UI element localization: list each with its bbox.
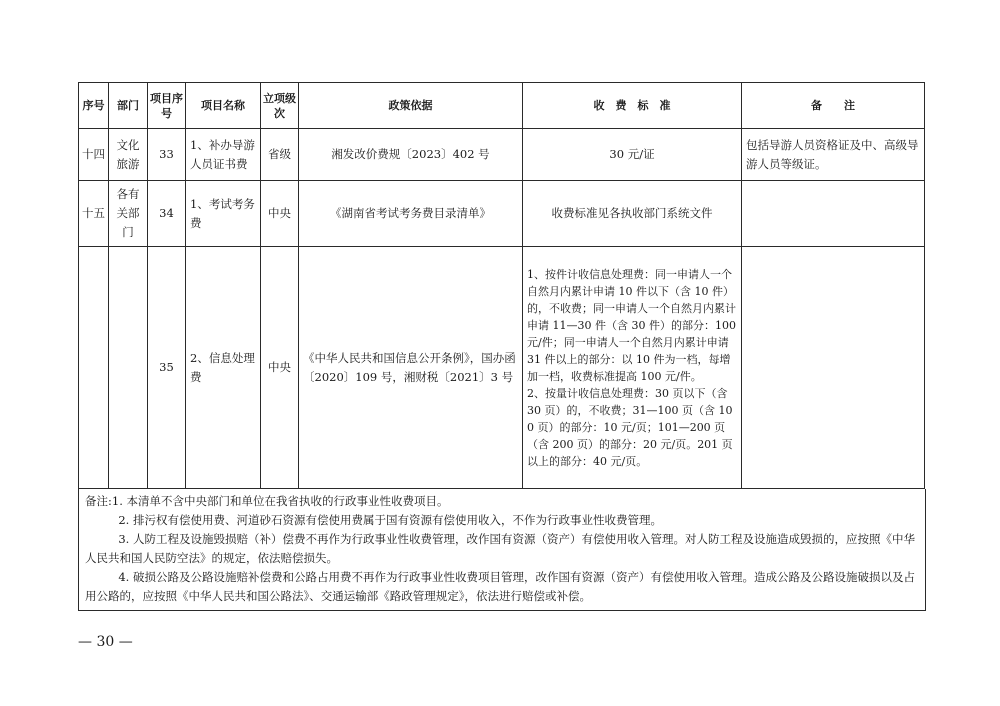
cell-level: 省级 — [261, 129, 299, 181]
cell-level: 中央 — [261, 181, 299, 247]
page-number: — 30 — — [78, 634, 133, 650]
note-3: 3. 人防工程及设施毁损赔（补）偿费不再作为行政事业性收费管理，改作国有资源（资产）有偿使用收入管理。对人防工程及设施造成毁损的，应按照《中华人民共和国人民防空法》的规定，依法赔偿损失。 — [85, 532, 915, 565]
fee-table — [78, 82, 925, 489]
cell-remark: 包括导游人员资格证及中、高级导游人员等级证。 — [742, 129, 925, 181]
cell-policy: 湘发改价费规〔2023〕402 号 — [299, 129, 523, 181]
cell-item-name: 1、补办导游人员证书费 — [186, 129, 261, 181]
header-dept: 部门 — [109, 83, 148, 129]
cell-level: 中央 — [261, 247, 299, 489]
cell-item-seq: 35 — [148, 247, 186, 489]
cell-standard: 30 元/证 — [523, 129, 742, 181]
note-4: 4. 破损公路及公路设施赔补偿费和公路占用费不再作为行政事业性收费项目管理，改作国有资源（资产）有偿使用收入管理。造成公路及公路设施破损以及占用公路的，应按照《中华人民共和国公路法》、交通运输部《路政管理规定》，依法进行赔偿或补偿。 — [85, 570, 915, 603]
cell-item-name: 2、信息处理费 — [186, 247, 261, 489]
header-item-seq: 项目序号 — [148, 83, 186, 129]
header-policy: 政策依据 — [299, 83, 523, 129]
standard-part-2: 2、按量计收信息处理费：30 页以下（含 30 页）的，不收费；31—100 页（含 100 页）的部分：10 元/页；101—200 页（含 200 页）的部分：20 元/页。201 页以上的部分：40 元/页。 — [527, 386, 733, 468]
note-1: 备注:1. 本清单不含中央部门和单位在我省执收的行政事业性收费项目。 — [85, 494, 449, 508]
cell-dept: 文化旅游 — [109, 129, 148, 181]
header-standard: 收 费 标 准 — [523, 83, 742, 129]
cell-dept — [109, 247, 148, 489]
table-row — [79, 129, 925, 181]
header-item-name: 项目名称 — [186, 83, 261, 129]
cell-policy: 《中华人民共和国信息公开条例》，国办函〔2020〕109 号，湘财税〔2021〕3 号 — [299, 247, 523, 489]
cell-item-name: 1、考试考务费 — [186, 181, 261, 247]
notes-section — [78, 489, 926, 611]
cell-item-seq: 34 — [148, 181, 186, 247]
table-row — [79, 181, 925, 247]
table-header-row — [79, 83, 925, 129]
cell-policy: 《湖南省考试考务费目录清单》 — [299, 181, 523, 247]
header-remark: 备 注 — [742, 83, 925, 129]
header-seq: 序号 — [79, 83, 109, 129]
fee-table-document — [78, 82, 924, 611]
standard-part-1: 1、按件计收信息处理费：同一申请人一个自然月内累计申请 10 件以下（含 10 件）的，不收费；同一申请人一个自然月内累计申请 11—30 件（含 30 件）的部分：100 元/件；同一申请人一个自然月内累计申请 31 件以上的部分：以 10 件为一档，每增加一档，收费标准提高 100 元/件。 — [527, 267, 736, 383]
header-level: 立项级次 — [261, 83, 299, 129]
cell-seq — [79, 247, 109, 489]
cell-seq: 十五 — [79, 181, 109, 247]
cell-standard: 收费标准见各执收部门系统文件 — [523, 181, 742, 247]
cell-remark — [742, 247, 925, 489]
note-2: 2. 排污权有偿使用费、河道砂石资源有偿使用费属于国有资源有偿使用收入，不作为行政事业性收费管理。 — [118, 513, 662, 527]
table-row — [79, 247, 925, 489]
cell-dept: 各有关部门 — [109, 181, 148, 247]
cell-item-seq: 33 — [148, 129, 186, 181]
cell-standard — [523, 247, 742, 489]
cell-seq: 十四 — [79, 129, 109, 181]
cell-remark — [742, 181, 925, 247]
